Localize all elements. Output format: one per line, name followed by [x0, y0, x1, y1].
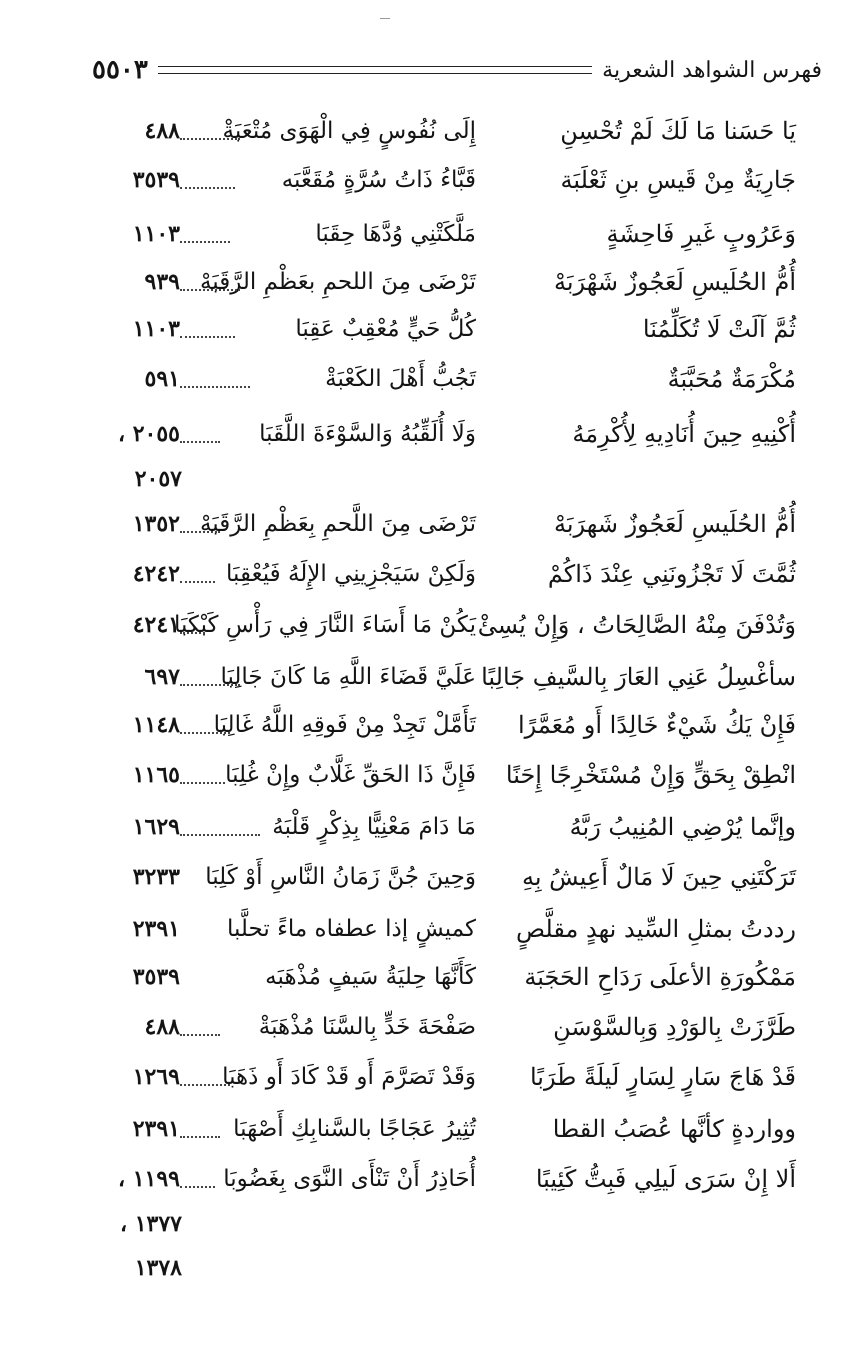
index-entry — [0, 255, 856, 309]
reference-numbers: ٢٠٥٥ ، — [117, 421, 180, 447]
index-entry — [0, 850, 856, 904]
verse-second-hemistich: كُلُّ حَيٍّ مُعْقِبٌ عَقِبَا — [295, 316, 476, 342]
verse-first-hemistich: ثُمَّ آلَتْ لَا تُكَلِّمُنَا — [642, 315, 796, 343]
verse-first-hemistich: يَا حَسَنا مَا لَكَ لَمْ تُحْسِنِ — [560, 117, 796, 145]
verse-second-hemistich: كَأَنَّهَا حِليَةُ سَيفٍ مُذْهَبَه — [265, 964, 476, 990]
index-entry — [0, 207, 856, 261]
index-entry — [0, 748, 856, 802]
reference-numbers: ٢٣٩١ — [132, 1116, 180, 1142]
leader-dots — [180, 336, 235, 338]
reference-numbers: ٣٢٣٣ — [132, 864, 180, 890]
verse-second-hemistich: يَكُنْ مَا أَسَاءَ النَّارَ فِي رَأْسِ كَبْكَبَا — [173, 612, 476, 638]
verse-second-hemistich: كميشٍ إذا عطفاه ماءً تحلَّبا — [226, 916, 476, 942]
verse-second-hemistich: صَفْحَةَ خَدٍّ بِالسَّنَا مُذْهَبَةْ — [258, 1014, 476, 1040]
verse-second-hemistich: تُثِيرُ عَجَاجًا بالسَّنابِكِ أَصْهَبَا — [233, 1116, 476, 1142]
verse-first-hemistich: قَدْ هَاجَ سَارٍ لِسَارٍ لَيلَةً طَرَبًا — [529, 1063, 796, 1091]
verse-second-hemistich: إِلَى نُفُوسٍ فِي الْهَوَى مُتْعَبَةْ — [222, 118, 476, 144]
index-entry — [0, 800, 856, 854]
verse-second-hemistich: أُحَاذِرُ أَنْ تَنْأَى النَّوَى بِغَضُوبَا — [223, 1166, 476, 1192]
index-entry — [0, 1102, 856, 1156]
verse-first-hemistich: وواردةٍ كأنَّها عُصَبُ القطا — [552, 1115, 796, 1143]
verse-first-hemistich: مُكْرَمَةٌ مُحَبَّبَةٌ — [667, 365, 796, 393]
leader-dots — [180, 1034, 220, 1036]
verse-first-hemistich: أُمُّ الحُلَيسِ لَعَجُوزٌ شَهْرَبَهْ — [553, 268, 796, 296]
reference-numbers: ٤٢٤١ — [132, 612, 180, 638]
reference-numbers: ١٦٢٩ — [132, 814, 180, 840]
reference-numbers: ٤٢٤٢ — [132, 561, 180, 587]
verse-first-hemistich: أُمُّ الحُلَيسِ لَعَجُوزٌ شَهرَبَهْ — [553, 510, 796, 538]
reference-numbers: ١٣٥٢ — [132, 511, 180, 537]
verse-first-hemistich: ثُمَّتَ لَا تَجْزُونَنِي عِنْدَ ذَاكُمْ — [547, 560, 796, 588]
verse-second-hemistich: فَإِنَّ ذَا الحَقِّ غَلَّابٌ وإِنْ غُلِبَا — [225, 762, 476, 788]
reference-numbers: ٥٩١ — [144, 366, 180, 392]
index-entry — [0, 352, 856, 406]
verse-first-hemistich: وَعَرُوبٍ غَيرِ فَاحِشَةٍ — [606, 220, 796, 248]
index-entry — [0, 1000, 856, 1054]
leader-dots — [180, 581, 215, 583]
index-entry — [0, 1050, 856, 1104]
verse-second-hemistich: تَرْضَى مِنَ اللَّحمِ بِعَظْمِ الرَّقَبَهْ — [199, 511, 476, 537]
index-entry — [0, 153, 856, 207]
verse-first-hemistich: انْطِقْ بِحَقٍّ وَإِنْ مُسْتَخْرِجًا إِحَنًا — [505, 761, 796, 789]
leader-dots — [180, 1186, 215, 1188]
leader-dots — [180, 684, 240, 686]
leader-dots — [180, 834, 260, 836]
reference-numbers: ١١٠٣ — [132, 316, 180, 342]
leader-dots — [180, 782, 225, 784]
index-entry — [0, 547, 856, 601]
leader-dots — [180, 289, 240, 291]
verse-first-hemistich: فَإِنْ يَكُ شَيْءٌ خَالِدًا أَو مُعَمَّرًا — [517, 711, 796, 739]
verse-second-hemistich: وَلَكِنْ سَيَجْزِينِي الإِلَهُ فَيُعْقِبَا — [226, 561, 476, 587]
reference-continuation: ١٣٧٧ ، — [119, 1211, 182, 1237]
leader-dots — [180, 531, 220, 533]
verse-second-hemistich: تَأَمَّلْ تَجِدْ مِنْ فَوقِهِ اللَّهُ غَالِبَا — [213, 712, 476, 738]
leader-dots — [180, 1084, 230, 1086]
verse-second-hemistich: مَلَّكَتْنِي وُدَّهَا حِقَبَا — [315, 221, 476, 247]
index-entry — [0, 902, 856, 956]
verse-first-hemistich: وَتُدْفَنَ مِنْهُ الصَّالِحَاتُ ، وَإِنْ يُسِئْ — [477, 611, 796, 639]
index-entry — [0, 497, 856, 551]
verse-second-hemistich: وَلَا أُلَقِّبُهُ وَالسَّوْءَةَ اللَّقَبَا — [259, 421, 476, 447]
reference-continuation: ٢٠٥٧ — [134, 466, 182, 492]
verse-first-hemistich: وإنَّما يُرْضِي المُنِيبُ رَبَّهُ — [569, 813, 796, 841]
index-entry — [0, 407, 856, 461]
verse-first-hemistich: مَمْكُورَةِ الأعلَى رَدَاحِ الحَجَبَة — [524, 963, 796, 991]
verse-second-hemistich: تَجُبُّ أَهْلَ الكَعْبَةْ — [325, 366, 476, 392]
leader-dots — [180, 632, 205, 634]
verse-second-hemistich: قَبَّاءُ ذَاتُ سُرَّةٍ مُقَعَّبَه — [281, 167, 476, 193]
reference-numbers: ١١٤٨ — [132, 712, 180, 738]
verse-first-hemistich: تَرَكْتَنِي حِينَ لَا مَالٌ أَعِيشُ بِهِ — [522, 863, 796, 891]
leader-dots — [180, 138, 240, 140]
leader-dots — [180, 187, 235, 189]
index-entry — [0, 1152, 856, 1206]
reference-continuation: ١٣٧٨ — [134, 1255, 182, 1281]
index-entry — [0, 104, 856, 158]
verse-second-hemistich: وَقَدْ تَصَرَّمَ أَو قَدْ كَادَ أَو ذَهَبَا — [222, 1064, 476, 1090]
running-title: فهرس الشواهد الشعرية — [602, 57, 822, 83]
reference-numbers: ٩٣٩ — [144, 269, 180, 295]
index-entry — [0, 650, 856, 704]
reference-numbers: ٤٨٨ — [144, 1014, 180, 1040]
reference-numbers: ٣٥٣٩ — [132, 964, 180, 990]
reference-numbers: ٢٣٩١ — [132, 916, 180, 942]
reference-numbers: ٤٨٨ — [144, 118, 180, 144]
reference-numbers: ١١٩٩ ، — [117, 1166, 180, 1192]
verse-first-hemistich: أَلا إِنْ سَرَى لَيلِي فَبِتُّ كَئِيبًا — [535, 1165, 796, 1193]
index-entry — [0, 302, 856, 356]
reference-numbers: ٣٥٣٩ — [132, 167, 180, 193]
reference-numbers: ١٢٦٩ — [132, 1064, 180, 1090]
leader-dots — [180, 732, 230, 734]
leader-dots — [180, 441, 220, 443]
index-entry — [0, 598, 856, 652]
verse-second-hemistich: وَحِينَ جُنَّ زَمَانُ النَّاسِ أَوْ كَلِبَا — [205, 864, 476, 890]
verse-second-hemistich: عَلَيَّ قَضَاءَ اللَّهِ مَا كَانَ جَالِبَا — [220, 664, 476, 690]
verse-first-hemistich: رددتُ بمثلِ السِّيد نهدٍ مقلَّصٍ — [516, 915, 796, 943]
verse-first-hemistich: جَارِيَةٌ مِنْ قَيسِ بنِ ثَعْلَبَة — [560, 166, 796, 194]
verse-second-hemistich: تَرْضَى مِنَ اللحمِ بعَظْمِ الرَّقَبَهْ — [199, 269, 476, 295]
leader-dots — [180, 241, 230, 243]
verse-second-hemistich: مَا دَامَ مَعْنِيًّا بِذِكْرٍ قَلْبَهُ — [272, 814, 476, 840]
verse-first-hemistich: طَرَّزَتْ بِالوَرْدِ وَبِالسَّوْسَنِ — [553, 1013, 796, 1041]
reference-numbers: ١١٠٣ — [132, 221, 180, 247]
verse-first-hemistich: سأغْسِلُ عَنِي العَارَ بِالسَّيفِ جَالِبًا — [481, 663, 796, 691]
reference-numbers: ٦٩٧ — [144, 664, 180, 690]
leader-dots — [180, 386, 250, 388]
leader-dots — [180, 1136, 220, 1138]
verse-first-hemistich: أُكْنِيهِ حِينَ أُنَادِيهِ لِأُكْرِمَهُ — [572, 420, 796, 448]
page-number: ٥٥٠٣ — [92, 55, 148, 85]
reference-numbers: ١١٦٥ — [132, 762, 180, 788]
index-entry — [0, 950, 856, 1004]
index-entry — [0, 698, 856, 752]
